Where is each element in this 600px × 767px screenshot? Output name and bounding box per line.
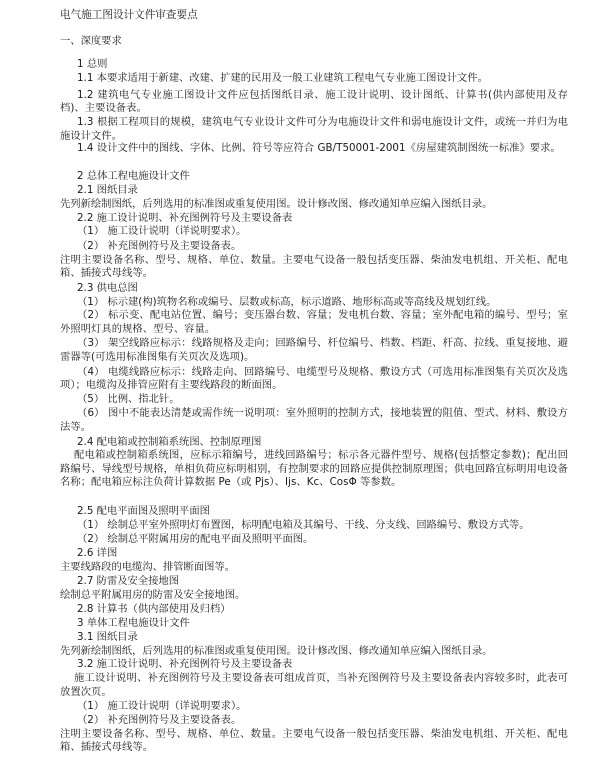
subsection-heading: 2.4 配电箱或控制箱系统图、控制原理图 [77,435,262,448]
list-item: （1） 施工设计说明（详说明要求）。 [77,700,247,713]
subsection-heading: 2.5 配电平面图及照明平面图 [77,504,210,517]
list-item: （1） 标示建(构)筑物名称或编号、层数或标高，标示道路、地形标高或等高线及规划红线。 [77,295,497,308]
list-item: （2） 补充图例符号及主要设备表。 [77,713,242,726]
subsection-heading: 2.3 供电总图 [77,281,138,294]
subsection-heading: 2.6 详图 [77,547,118,560]
subsection-heading: 3.1 图纸目录 [77,631,138,644]
list-item: （2） 绘制总平附属用房的配电平面及照明平面图。 [77,532,314,545]
paragraph: 绘制总平附属用房的防雷及安全接地图。 [60,589,246,602]
list-item: （6） 图中不能表达清楚或需作统一说明项：室外照明的控制方式，接地装置的阻值、型式、材料、敷设方法等。 [60,407,568,433]
subsection-heading: 2.8 计算书（供内部使用及归档） [77,602,231,615]
list-item: （3） 架空线路应标示：线路规格及走向；回路编号、杆位编号、档数、档距、杆高、拉线、重复接地、避雷器等(可选用标准图集有关页次及选项)。 [60,337,568,363]
paragraph: 1.3 根据工程项目的规模，建筑电气专业设计文件可分为电施设计文件和弱电施设计文件，或统一并归为电施设计文件。 [60,116,568,142]
document-title: 电气施工图设计文件审查要点 [60,9,198,22]
subsection-heading: 2.7 防雷及安全接地图 [77,574,180,587]
list-item: （2） 标示变、配电站位置、编号；变压器台数、容量；发电机台数、容量；室外配电箱的编号、型号；室外照明灯具的规格、型号、容量。 [60,309,568,335]
subsection-heading: 2.2 施工设计说明、补充图例符号及主要设备表 [77,211,293,224]
paragraph: 先列新绘制图纸，后列选用的标准图或重复使用图。设计修改图、修改通知单应编入图纸目录。 [60,644,493,657]
paragraph: 先列新绘制图纸，后列选用的标准图或重复使用图。设计修改图、修改通知单应编入图纸目录。 [60,198,493,211]
subsection-heading: 2 总体工程电施设计文件 [77,169,190,182]
paragraph: 1.1 本要求适用于新建、改建、扩建的民用及一般工业建筑工程电气专业施工图设计文件。 [77,71,488,84]
paragraph: 注明主要设备名称、型号、规格、单位、数量。主要电气设备一般包括变压器、柴油发电机组、开关柜、配电箱、插接式母线等。 [60,253,568,280]
paragraph: 施工设计说明、补充图例符号及主要设备表可组成首页，当补充图例符号及主要设备表内容较多时，此表可放置次页。 [60,672,568,698]
paragraph: 主要线路段的电缆沟、排管断面图等。 [60,561,236,573]
list-item: （2） 补充图例符号及主要设备表。 [77,240,242,252]
list-item: （4） 电缆线路应标示：线路走向、回路编号、电缆型号及规格、敷设方式（可选用标准图集有关页次及选项）；电缆沟及排管应附有主要线路段的断面图。 [60,365,568,392]
paragraph: 配电箱或控制箱系统图，应标示箱编号，进线回路编号；标示各元器件型号、规格(包括整定参数)；配出回路编号、导线型号规格，单相负荷应标明相别，有控制要求的回路应提供控制原理图；供电回路宜标明用电设备名称；配电箱应标注负荷计算数据 Pe（或 Pjs）、Ijs、Kc、CosΦ 等参数。 [60,449,568,489]
subsection-heading: 2.1 图纸目录 [77,183,138,196]
paragraph: 1.2 建筑电气专业施工图设计文件应包括图纸目录、施工设计说明、设计图纸、计算书(供内部使用及存档)、主要设备表。 [60,88,568,115]
subsection-heading: 3 单体工程电施设计文件 [77,616,190,629]
list-item: （1） 绘制总平室外照明灯布置图，标明配电箱及其编号、干线、分支线、回路编号、敷设方式等。 [77,519,530,532]
section-heading: 一、深度要求 [60,35,122,47]
subsection-heading: 3.2 施工设计说明、补充图例符号及主要设备表 [77,658,293,671]
paragraph: 注明主要设备名称、型号、规格、单位、数量。主要电气设备一般包括变压器、柴油发电机组、开关柜、配电箱、插接式母线等。 [60,727,568,754]
paragraph: 1.4 设计文件中的图线、字体、比例、符号等应符合 GB/T50001-2001《房屋建筑制图统一标准》要求。 [77,141,561,154]
list-item: （5） 比例、指北针。 [77,392,180,405]
subsection-heading: 1 总则 [77,58,108,71]
list-item: （1） 施工设计说明（详说明要求）。 [77,225,247,238]
